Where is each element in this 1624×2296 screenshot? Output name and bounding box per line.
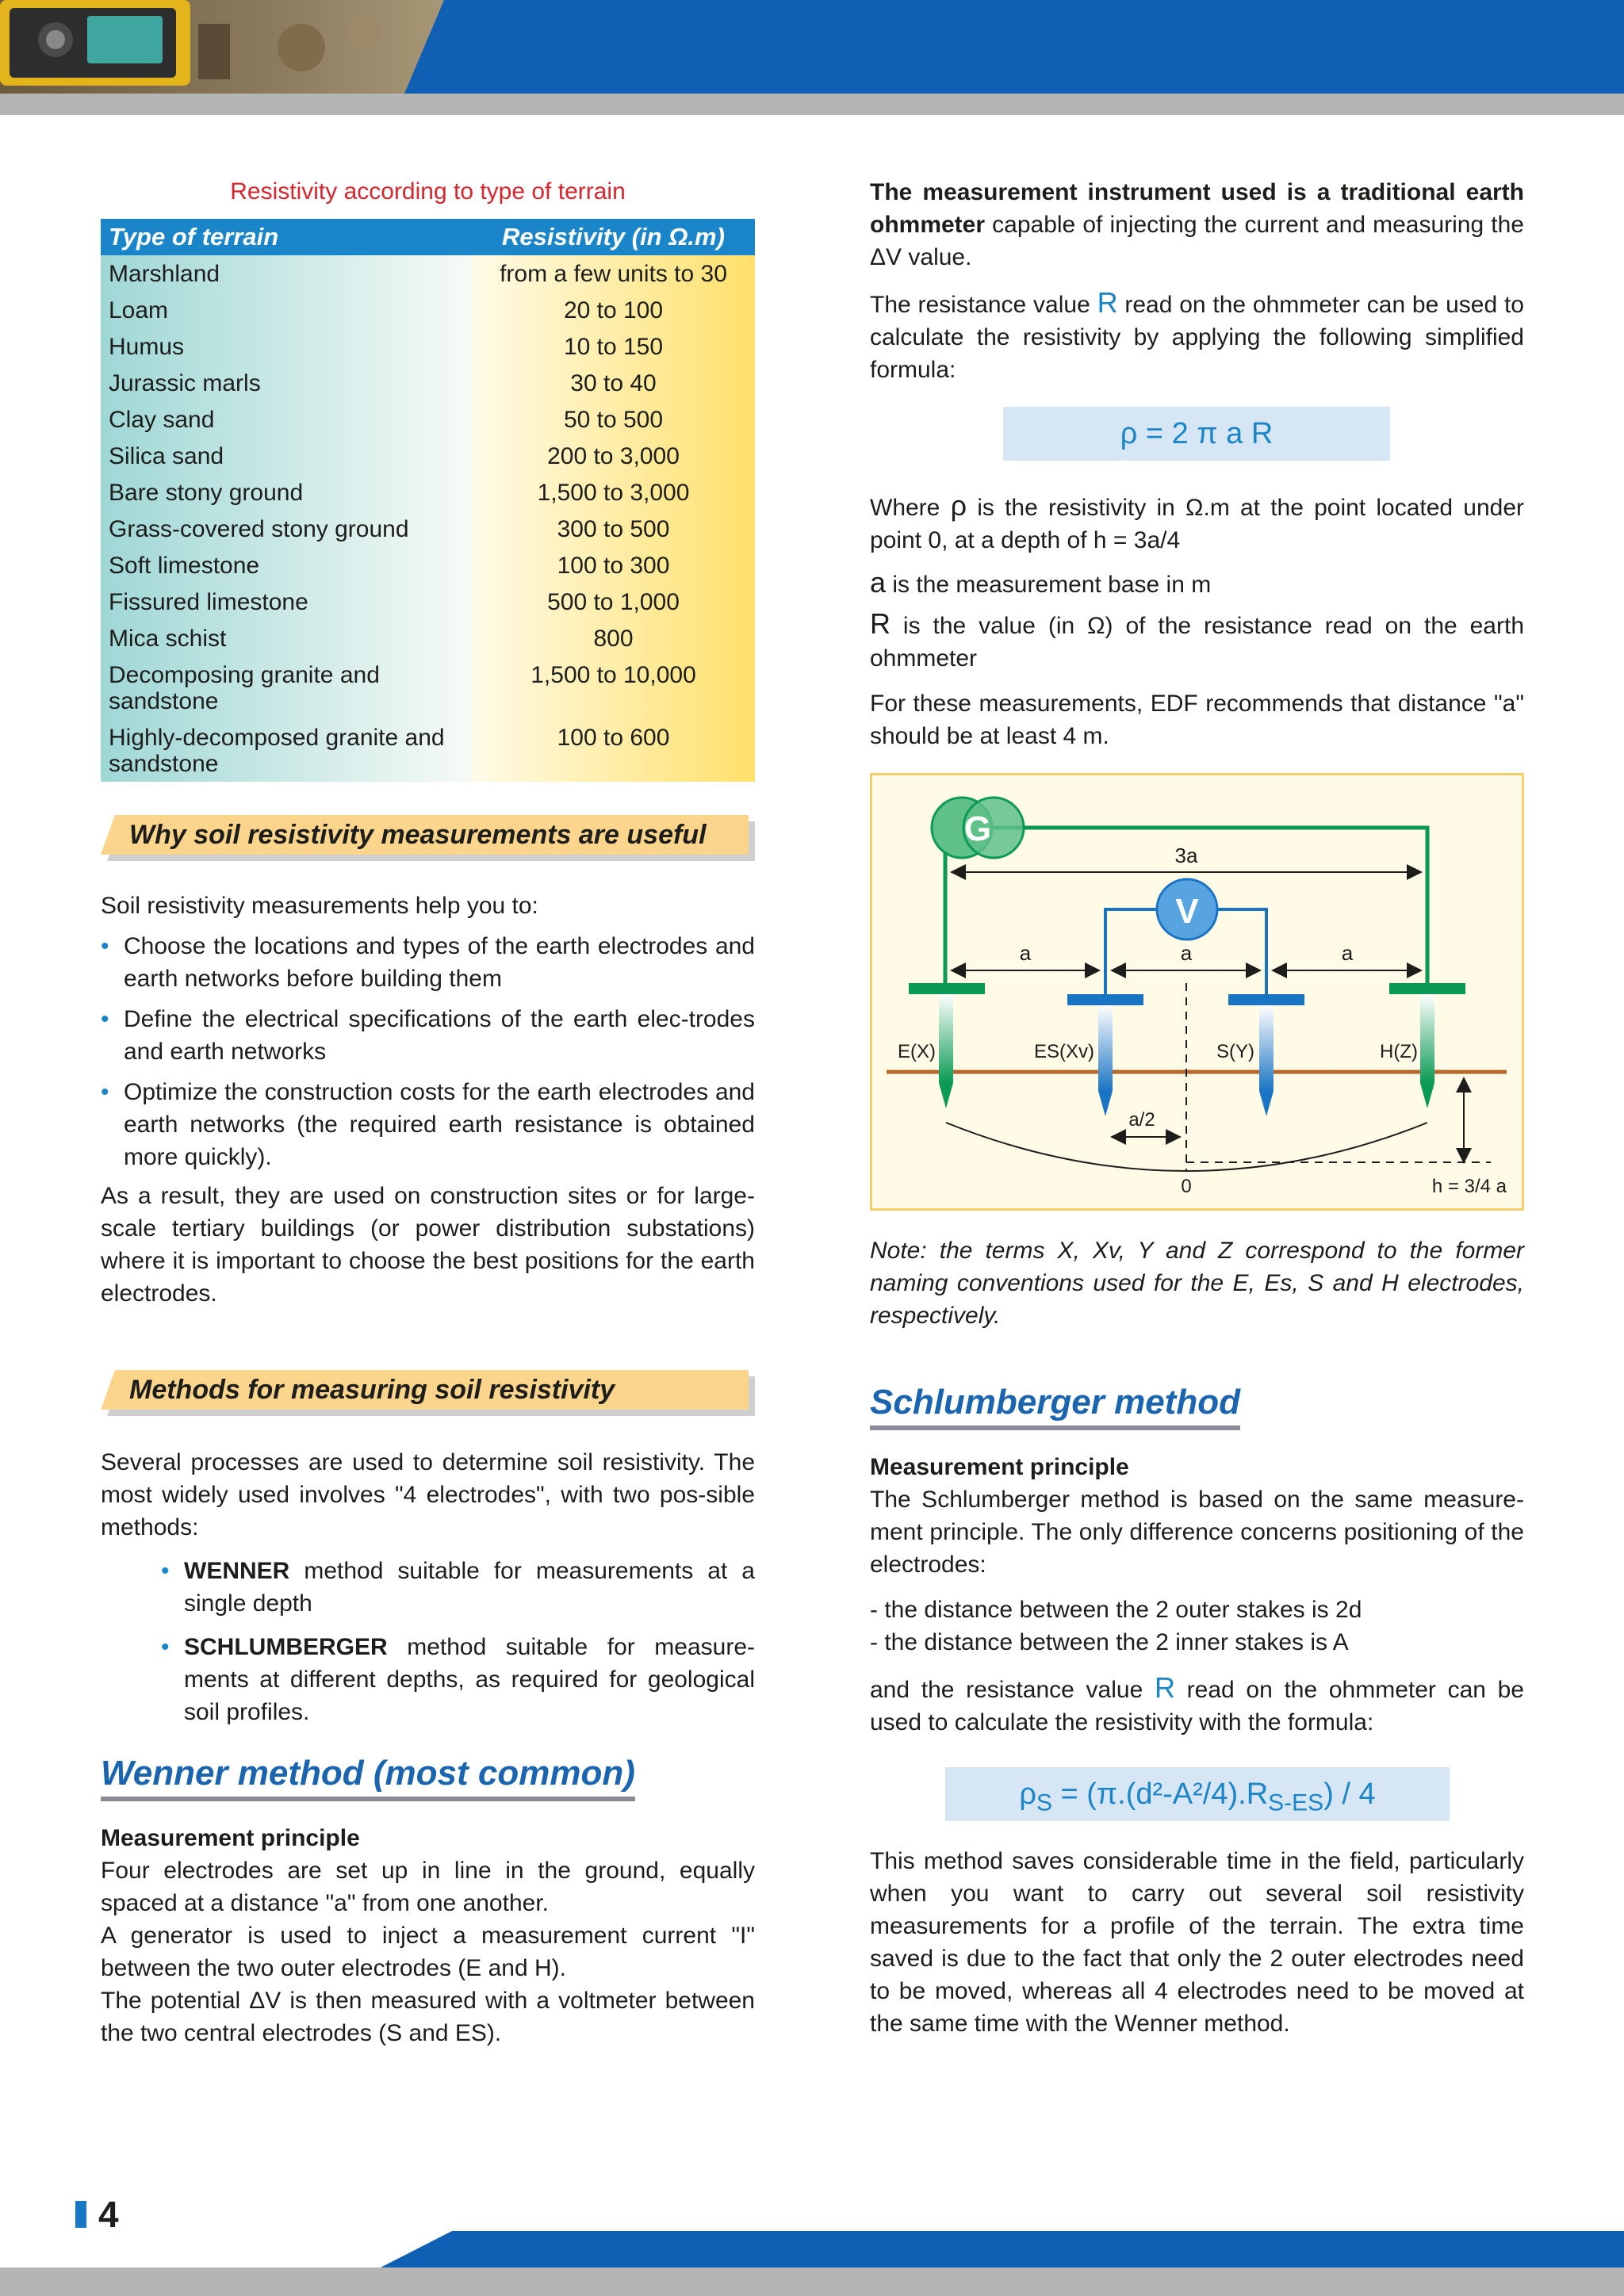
page-number-marker bbox=[75, 2201, 86, 2228]
terrain-cell: Grass-covered stony ground bbox=[101, 511, 472, 547]
terrain-cell: Humus bbox=[101, 328, 472, 365]
es-label: ES(Xv) bbox=[1034, 1041, 1095, 1062]
list-item bbox=[101, 1076, 755, 1173]
resistance-pre: The resistance value bbox=[870, 292, 1097, 318]
list-item bbox=[161, 1631, 755, 1728]
wenner-diagram bbox=[870, 773, 1524, 1211]
generator-label: G bbox=[963, 809, 992, 848]
why-bullet-text: Choose the locations and types of the earth electrodes and earth networks before building them bbox=[124, 933, 755, 992]
wenner-paragraph: Four electrodes are set up in line in the ground, equally spaced at a distance "a" from one another. bbox=[101, 1858, 755, 1916]
s-label: S(Y) bbox=[1216, 1041, 1254, 1062]
bullet-icon: • bbox=[101, 1079, 109, 1105]
wenner-paragraph: The potential ΔV is then measured with a voltmeter between the two central electrodes (S and ES). bbox=[101, 1988, 755, 2046]
table-row bbox=[101, 292, 755, 328]
where-paragraph bbox=[870, 489, 1524, 557]
resistivity-cell: from a few units to 30 bbox=[472, 255, 755, 292]
formula-rho: ρ bbox=[1019, 1777, 1036, 1811]
formula-sub-s: S bbox=[1036, 1789, 1052, 1816]
span-a-label: a bbox=[1341, 941, 1354, 965]
resistivity-cell: 100 to 300 bbox=[472, 547, 755, 584]
method-name: SCHLUMBERGER bbox=[184, 1634, 388, 1660]
table-row bbox=[101, 328, 755, 365]
r-symbol: R bbox=[1097, 286, 1118, 319]
terrain-cell: Highly-decomposed granite and sandstone bbox=[101, 719, 472, 782]
bullet-icon: • bbox=[161, 1558, 170, 1584]
resistivity-cell: 10 to 150 bbox=[472, 328, 755, 365]
terrain-cell: Bare stony ground bbox=[101, 474, 472, 511]
list-item bbox=[161, 1555, 755, 1620]
voltmeter-icon bbox=[1157, 879, 1217, 939]
wenner-title: Wenner method (most common) bbox=[101, 1752, 635, 1801]
table-row bbox=[101, 719, 755, 782]
why-banner-text: Why soil resistivity measurements are useful bbox=[129, 820, 707, 850]
resistivity-cell: 30 to 40 bbox=[472, 365, 755, 401]
schlumberger-conclusion: This method saves considerable time in the field, particularly when you want to carry out several soil resistivity measurements for a profile of the terrain. The extra time saved is due to the fact that only the 2 outer electrodes need to be moved, whereas all 4 electrodes need to be moved at the same time with the Wenner method. bbox=[870, 1848, 1524, 2037]
terrain-cell: Jurassic marls bbox=[101, 365, 472, 401]
schlumberger-resistance bbox=[870, 1671, 1524, 1739]
terrain-cell: Decomposing granite and sandstone bbox=[101, 656, 472, 719]
resistance-paragraph bbox=[870, 286, 1524, 386]
terrain-cell: Fissured limestone bbox=[101, 584, 472, 620]
a-definition bbox=[870, 566, 1524, 601]
resistivity-cell: 1,500 to 3,000 bbox=[472, 474, 755, 511]
left-column bbox=[101, 176, 755, 2049]
e-label: E(X) bbox=[898, 1041, 936, 1062]
header-resistivity: Resistivity (in Ω.m) bbox=[472, 219, 755, 255]
resistivity-cell: 50 to 500 bbox=[472, 401, 755, 438]
why-bullet-text: Define the electrical specifications of the earth elec-trodes and earth networks bbox=[124, 1006, 755, 1065]
wenner-formula: ρ = 2 π a R bbox=[1003, 407, 1390, 461]
edf-paragraph: For these measurements, EDF recommends that distance "a" should be at least 4 m. bbox=[870, 691, 1524, 749]
resistivity-cell: 800 bbox=[472, 620, 755, 656]
instrument-bold: The measurement instrument used is a traditional earth ohmmeter bbox=[870, 179, 1524, 238]
table-row bbox=[101, 584, 755, 620]
why-bullet-list bbox=[101, 930, 755, 1173]
voltmeter-label: V bbox=[1175, 892, 1199, 931]
r-text: is the value (in Ω) of the resistance read on the earth ohmmeter bbox=[870, 613, 1524, 672]
schlumberger-subtitle: Measurement principle bbox=[870, 1454, 1129, 1480]
terrain-cell: Silica sand bbox=[101, 438, 472, 474]
formula-mid: = (π.(d²-A²/4).R bbox=[1051, 1777, 1269, 1811]
terrain-cell: Soft limestone bbox=[101, 547, 472, 584]
span-a-label: a bbox=[1180, 941, 1193, 965]
table-row bbox=[101, 365, 755, 401]
s-resistance-pre: and the resistance value bbox=[870, 1677, 1155, 1703]
bullet-icon: • bbox=[101, 933, 109, 959]
r-def-symbol: R bbox=[870, 607, 891, 640]
list-item bbox=[101, 1003, 755, 1068]
table-row bbox=[101, 547, 755, 584]
terrain-cell: Loam bbox=[101, 292, 472, 328]
bullet-icon: • bbox=[161, 1634, 170, 1660]
table-row bbox=[101, 620, 755, 656]
header-terrain: Type of terrain bbox=[101, 219, 472, 255]
terrain-cell: Marshland bbox=[101, 255, 472, 292]
table-row bbox=[101, 438, 755, 474]
right-column bbox=[870, 176, 1524, 2040]
table-row bbox=[101, 255, 755, 292]
method-text: method suitable for measurements at a single depth bbox=[184, 1558, 755, 1617]
rho-symbol: ρ bbox=[950, 489, 967, 522]
instrument-paragraph bbox=[870, 176, 1524, 274]
terrain-cell: Mica schist bbox=[101, 620, 472, 656]
resistivity-cell: 100 to 600 bbox=[472, 719, 755, 782]
schlumberger-dash-2: - the distance between the 2 inner stakes is A bbox=[870, 1629, 1349, 1655]
method-text: method suitable for measure-ments at different depths, as required for geological soil profiles. bbox=[184, 1634, 755, 1725]
methods-banner bbox=[101, 1370, 755, 1414]
resistivity-cell: 1,500 to 10,000 bbox=[472, 656, 755, 719]
page-number: 4 bbox=[98, 2194, 119, 2235]
wenner-section bbox=[101, 1752, 755, 2049]
instrument-rest: capable of injecting the current and measuring the ΔV value. bbox=[870, 212, 1524, 270]
why-conclusion: As a result, they are used on construction sites or for large-scale tertiary buildings (or power distribution substations) where it is important to choose the best positions for the earth electrodes. bbox=[101, 1183, 755, 1307]
a-symbol: a bbox=[870, 566, 887, 599]
method-name: WENNER bbox=[184, 1558, 290, 1584]
schlumberger-dash-1: - the distance between the 2 outer stakes is 2d bbox=[870, 1597, 1362, 1623]
table-row bbox=[101, 474, 755, 511]
s-resistance-post: read on the ohmmeter can be used to calculate the resistivity with the formula: bbox=[870, 1677, 1524, 1735]
bullet-icon: • bbox=[101, 1006, 109, 1032]
table-row bbox=[101, 401, 755, 438]
header-photo bbox=[0, 0, 452, 94]
resistivity-cell: 200 to 3,000 bbox=[472, 438, 755, 474]
table-header-row bbox=[101, 219, 755, 255]
where-pre: Where bbox=[870, 495, 951, 521]
span-3a-label: 3a bbox=[1174, 844, 1198, 867]
schlumberger-title: Schlumberger method bbox=[870, 1381, 1240, 1430]
terrain-cell: Clay sand bbox=[101, 401, 472, 438]
wenner-subtitle: Measurement principle bbox=[101, 1825, 360, 1851]
wenner-paragraph: A generator is used to inject a measurement current "I" between the two outer electrodes (E and H). bbox=[101, 1923, 755, 1981]
resistivity-cell: 20 to 100 bbox=[472, 292, 755, 328]
formula-end: ) / 4 bbox=[1323, 1777, 1376, 1811]
schlumberger-intro: The Schlumberger method is based on the same measure-ment principle. The only difference concerns positioning of the electrodes: bbox=[870, 1487, 1524, 1578]
list-item bbox=[101, 930, 755, 995]
formula-sub-ses: S-ES bbox=[1268, 1789, 1324, 1816]
resistivity-table bbox=[101, 219, 755, 782]
footer-band bbox=[381, 2231, 1624, 2267]
origin-label: 0 bbox=[1181, 1176, 1192, 1197]
resistivity-cell: 500 to 1,000 bbox=[472, 584, 755, 620]
schlumberger-section bbox=[870, 1381, 1524, 2040]
footer-gray-strip bbox=[0, 2267, 1624, 2296]
resistance-post: read on the ohmmeter can be used to calculate the resistivity by applying the following simplified formula: bbox=[870, 292, 1524, 383]
a-text: is the measurement base in m bbox=[886, 572, 1212, 598]
half-a-label: a/2 bbox=[1128, 1109, 1155, 1131]
table-title: Resistivity according to type of terrain bbox=[230, 178, 626, 205]
r-definition bbox=[870, 607, 1524, 675]
why-bullet-text: Optimize the construction costs for the earth electrodes and earth networks (the required earth resistance is obtained more quickly). bbox=[124, 1079, 755, 1170]
methods-banner-text: Methods for measuring soil resistivity bbox=[129, 1375, 615, 1405]
header-gray-strip bbox=[0, 94, 1624, 115]
why-banner bbox=[101, 815, 755, 859]
s-r-symbol: R bbox=[1154, 1671, 1175, 1704]
resistivity-cell: 300 to 500 bbox=[472, 511, 755, 547]
methods-list bbox=[101, 1555, 755, 1728]
where-post: is the resistivity in Ω.m at the point located under point 0, at a depth of h = 3a/4 bbox=[870, 495, 1525, 553]
naming-note: Note: the terms X, Xv, Y and Z correspond to the former naming conventions used for the E, Es, S and H electrodes, respectively. bbox=[870, 1238, 1524, 1329]
table-row bbox=[101, 511, 755, 547]
h-label: H(Z) bbox=[1380, 1041, 1418, 1062]
table-row bbox=[101, 656, 755, 719]
why-intro: Soil resistivity measurements help you to: bbox=[101, 893, 538, 919]
schlumberger-formula bbox=[945, 1767, 1450, 1821]
span-a-label: a bbox=[1019, 941, 1032, 965]
generator-icon bbox=[932, 798, 1024, 858]
depth-label: h = 3/4 a bbox=[1431, 1176, 1507, 1197]
methods-intro: Several processes are used to determine soil resistivity. The most widely used involves "4 electrodes", with two pos-sible methods: bbox=[101, 1449, 755, 1540]
